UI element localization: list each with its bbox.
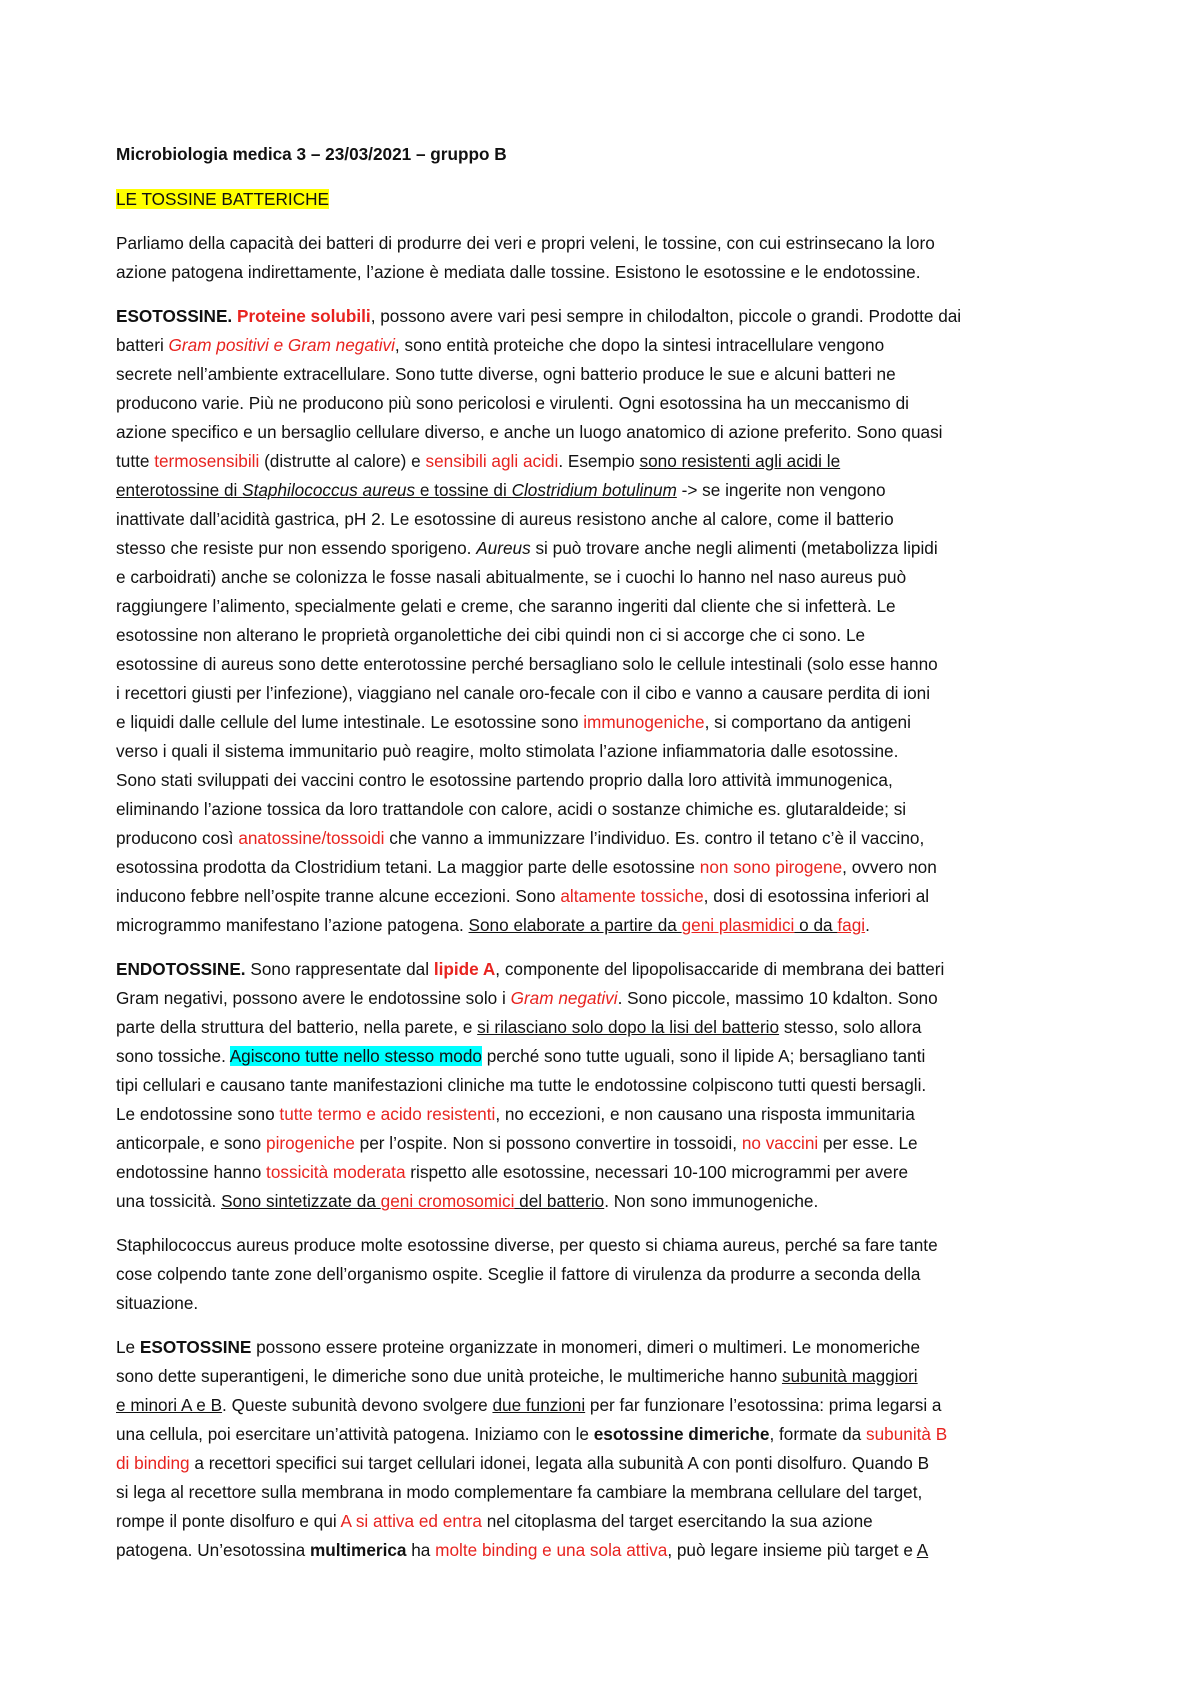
text-line [116,621,1096,650]
text-line [116,984,1096,1013]
text-line [116,955,1096,984]
text-line [116,679,1096,708]
document-page [116,140,1096,1580]
text-run: producono varie. Più ne producono più sono pericolosi e virulenti. Ogni esotossina ha un meccanismo di [116,393,909,413]
text-run: di binding [116,1453,190,1473]
text-run: parte della struttura del batterio, nella parete, e [116,1017,478,1037]
text-run: Agiscono tutte nello stesso modo [229,1046,482,1066]
text-run: patogena. Un’esotossina [116,1540,310,1560]
text-line [116,447,1096,476]
intro-paragraph [116,229,1096,287]
text-line [116,360,1096,389]
text-run: Sono rappresentate dal [250,959,434,979]
text-run: rompe il ponte disolfuro e qui [116,1511,341,1531]
document-body [116,229,1096,1565]
text-run: multimerica [309,1540,407,1560]
text-run: Gram negativi, possono avere le endotossine solo i [116,988,511,1008]
text-line [116,1391,1096,1420]
section-heading-text: LE TOSSINE BATTERICHE [116,189,329,209]
text-run: altamente tossiche [560,886,704,906]
text-run: producono così [116,828,239,848]
text-run: Gram negativi [510,988,618,1008]
text-line [116,258,1096,287]
text-run: per far funzionare l’esotossina: prima legarsi a [585,1395,942,1415]
text-run: a recettori specifici sui target cellulari idonei, legata alla subunità A con ponti disolfuro. Quando B [189,1453,930,1473]
text-run: stesso, solo allora [779,1017,922,1037]
text-line [116,795,1096,824]
struttura-paragraph [116,1333,1096,1565]
aureus-paragraph [116,1231,1096,1318]
text-line [116,592,1096,621]
text-run: stesso che resiste pur non essendo sporigeno. [116,538,477,558]
text-run: raggiungere l’alimento, specialmente gelati e creme, che saranno ingeriti dal cliente che si infetterà. Le [116,596,896,616]
text-run: e carboidrati) anche se colonizza le fosse nasali abitualmente, se i cuochi lo hanno nel naso aureus può [116,567,907,587]
text-run: subunità maggiori [781,1366,918,1386]
text-run: enterotossine di [116,480,243,500]
text-run: Staphilococcus aureus [242,480,416,500]
text-line [116,1231,1096,1260]
text-line [116,1158,1096,1187]
text-run: Gram positivi e Gram negativi [168,335,395,355]
text-run: e minori A e B [116,1395,223,1415]
text-run: tutte [116,451,155,471]
text-run: inattivate dall’acidità gastrica, pH 2. Le esotossine di aureus resistono anche al calore, come il batterio [116,509,894,529]
text-line [116,418,1096,447]
text-run: Aureus [476,538,531,558]
text-run: eliminando l’azione tossica da loro trattandole con calore, acidi o sostanze chimiche es. glutaraldeide; si [116,799,907,819]
text-run: secrete nell’ambiente extracellulare. Sono tutte diverse, ogni batterio produce le sue e alcuni batteri ne [116,364,896,384]
text-run: batteri [116,335,169,355]
text-run: , si comportano da antigeni [704,712,911,732]
text-line [116,1478,1096,1507]
text-run: , sono entità proteiche che dopo la sintesi intracellulare vengono [394,335,885,355]
text-run: Sono stati sviluppati dei vaccini contro le esotossine partendo proprio dalla loro attività immunogenica, [116,770,893,790]
text-line [116,302,1096,331]
text-run: sono tossiche. [116,1046,230,1066]
text-line [116,505,1096,534]
text-run: si rilasciano solo dopo la lisi del batterio [477,1017,780,1037]
text-run: esotossine non alterano le proprietà organolettiche dei cibi quindi non ci si accorge che ci sono. Le [116,625,866,645]
text-line [116,1071,1096,1100]
text-run: due funzioni [492,1395,586,1415]
text-line [116,1536,1096,1565]
text-run: i recettori giusti per l’infezione), viaggiano nel canale oro-fecale con il cibo e vanno a causare perdita di ioni [116,683,931,703]
text-line [116,882,1096,911]
text-run: azione patogena indirettamente, l’azione è mediata dalle tossine. Esistono le esotossine e le endotossine. [116,262,921,282]
text-run: Sono sintetizzate da [221,1191,381,1211]
text-run: pirogeniche [266,1133,355,1153]
text-run: esotossine di aureus sono dette enterotossine perché bersagliano solo le cellule intestinali (solo esse hanno [116,654,938,674]
text-run: una tossicità. [116,1191,222,1211]
text-line [116,389,1096,418]
text-line [116,1333,1096,1362]
text-line [116,534,1096,563]
text-line [116,708,1096,737]
text-line [116,911,1096,940]
text-run: tipi cellulari e causano tante manifestazioni cliniche ma tutte le endotossine colpiscono tutti questi bersagli. [116,1075,927,1095]
text-run: no vaccini [741,1133,819,1153]
text-run: . Queste subunità devono svolgere [222,1395,493,1415]
text-run: esotossina prodotta da Clostridium tetani. La maggior parte delle esotossine [116,857,700,877]
text-run: sensibili agli acidi [425,451,559,471]
text-run: -> se ingerite non vengono [676,480,886,500]
esotossine-paragraph [116,302,1096,940]
text-line [116,650,1096,679]
text-run: molte binding e una sola attiva [435,1540,668,1560]
text-line [116,1129,1096,1158]
text-run: possono essere proteine organizzate in monomeri, dimeri o multimeri. Le monomeriche [251,1337,921,1357]
text-run: anticorpale, e sono [116,1133,267,1153]
text-line [116,563,1096,592]
section-heading [116,185,1096,214]
text-run: Le endotossine sono [116,1104,280,1124]
text-run: , formate da [769,1424,866,1444]
text-run: Proteine solubili [236,306,371,326]
text-run: immunogeniche [583,712,705,732]
text-run: microgrammo manifestano l’azione patogena. [116,915,469,935]
text-run: esotossine dimeriche [593,1424,770,1444]
text-run: si lega al recettore sulla membrana in modo complementare fa cambiare la membrana cellulare del target, [116,1482,923,1502]
text-run: verso i quali il sistema immunitario può reagire, molto stimolata l’azione infiammatoria dalle esotossine. [116,741,899,761]
text-line [116,229,1096,258]
text-run: lipide A [433,959,496,979]
text-run: una cellula, poi esercitare un’attività patogena. Iniziamo con le [116,1424,594,1444]
text-line [116,1100,1096,1129]
text-run: rispetto alle esotossine, necessari 10-100 microgrammi per avere [405,1162,909,1182]
text-run: sono dette superantigeni, le dimeriche sono due unità proteiche, le multimeriche hanno [116,1366,782,1386]
text-run: ESOTOSSINE. [116,306,237,326]
text-line [116,853,1096,882]
document-title: Microbiologia medica 3 – 23/03/2021 – gruppo B [116,144,507,164]
text-run: , no eccezioni, e non causano una risposta immunitaria [495,1104,915,1124]
text-run: non sono pirogene [699,857,843,877]
text-line [116,476,1096,505]
text-line [116,824,1096,853]
text-run: geni cromosomici [380,1191,515,1211]
text-run: geni plasmidici [681,915,795,935]
endotossine-paragraph [116,955,1096,1216]
text-line [116,1362,1096,1391]
text-run: subunità B [865,1424,948,1444]
text-run: anatossine/tossoidi [238,828,385,848]
text-run: , componente del lipopolisaccaride di membrana dei batteri [495,959,945,979]
text-run: , può legare insieme più target e [667,1540,917,1560]
text-line [116,1507,1096,1536]
text-run: ha [406,1540,436,1560]
text-run: cose colpendo tante zone dell’organismo ospite. Sceglie il fattore di virulenza da produrre a seconda della [116,1264,921,1284]
text-line [116,1289,1096,1318]
text-line [116,1187,1096,1216]
text-run: Le [116,1337,140,1357]
text-run: e liquidi dalle cellule del lume intestinale. Le esotossine sono [116,712,584,732]
text-run: Sono elaborate a partire da [468,915,682,935]
text-run: che vanno a immunizzare l’individuo. Es. contro il tetano c’è il vaccino, [384,828,925,848]
text-run: per esse. Le [818,1133,918,1153]
text-run: , ovvero non [842,857,937,877]
text-run: sono resistenti agli acidi le [639,451,841,471]
text-run: nel citoplasma del target esercitando la sua azione [481,1511,873,1531]
text-line [116,1013,1096,1042]
text-run: ESOTOSSINE [139,1337,252,1357]
text-run: Staphilococcus aureus produce molte esotossine diverse, per questo si chiama aureus, perché sa fare tante [116,1235,938,1255]
text-run: inducono febbre nell’ospite tranne alcune eccezioni. Sono [116,886,561,906]
text-run: situazione. [116,1293,199,1313]
text-line [116,1042,1096,1071]
text-run: tutte termo e acido resistenti [279,1104,496,1124]
text-run: (distrutte al calore) e [259,451,426,471]
text-run: tossicità moderata [266,1162,406,1182]
text-run: si può trovare anche negli alimenti (metabolizza lipidi [530,538,938,558]
text-run: ENDOTOSSINE. [116,959,251,979]
text-run: del batterio [514,1191,605,1211]
text-line [116,1260,1096,1289]
text-run: endotossine hanno [116,1162,267,1182]
text-line [116,1420,1096,1449]
text-run: termosensibili [154,451,260,471]
text-run: fagi [837,915,866,935]
text-run: . Non sono immunogeniche. [604,1191,819,1211]
text-run: A [916,1540,929,1560]
text-run: . Sono piccole, massimo 10 kdalton. Sono [617,988,938,1008]
text-run: . Esempio [558,451,640,471]
text-run: , dosi di esotossina inferiori al [703,886,930,906]
text-line [116,737,1096,766]
text-line [116,1449,1096,1478]
text-run: Parliamo della capacità dei batteri di produrre dei veri e propri veleni, le tossine, con cui estrinsecano la loro [116,233,935,253]
text-run: Clostridium botulinum [511,480,677,500]
text-run: per l’ospite. Non si possono convertire in tossoidi, [354,1133,742,1153]
text-line [116,766,1096,795]
text-run: azione specifico e un bersaglio cellulare diverso, e anche un luogo anatomico di azione preferito. Sono quasi [116,422,943,442]
text-run: e tossine di [415,480,512,500]
text-run: , possono avere vari pesi sempre in chilodalton, piccole o grandi. Prodotte dai [370,306,962,326]
text-run: A si attiva ed entra [340,1511,482,1531]
text-line [116,331,1096,360]
text-run: . [865,915,870,935]
text-run: perché sono tutte uguali, sono il lipide A; bersagliano tanti [481,1046,926,1066]
text-run: o da [794,915,838,935]
